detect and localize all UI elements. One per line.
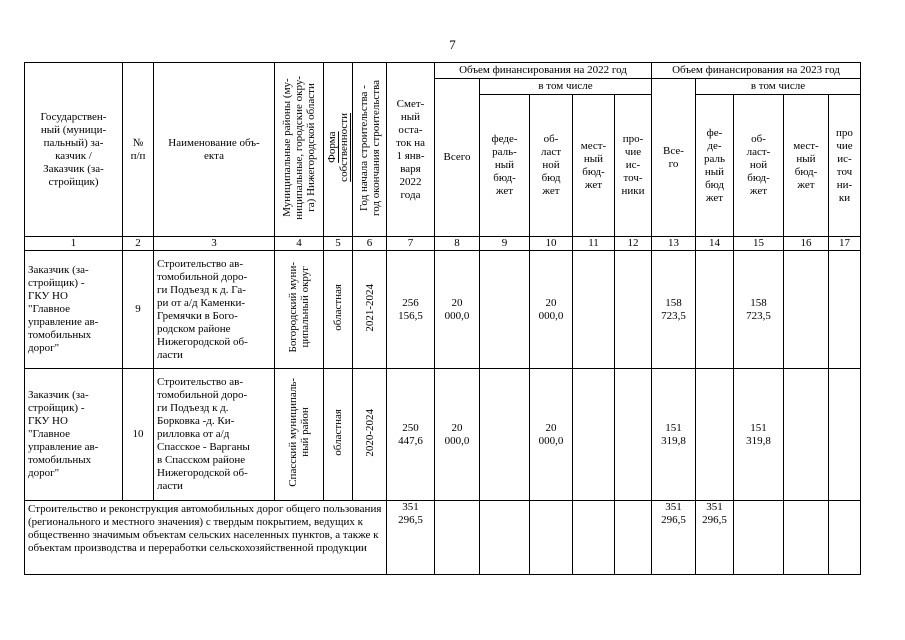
column-number: 5 (324, 237, 353, 251)
row-ownership: областная (332, 284, 344, 331)
row-district-cell (275, 251, 324, 369)
table-row (25, 369, 861, 501)
column-number: 10 (530, 237, 573, 251)
row-proch-2022 (615, 251, 652, 369)
financing-table (24, 62, 861, 575)
header-number: № п/п (123, 63, 154, 237)
row-total-2022: 20 000,0 (435, 369, 480, 501)
row-customer: Заказчик (за- стройщик) - ГКУ НО "Главное управление ав- томобильных дорог" (25, 251, 123, 369)
column-number: 11 (573, 237, 615, 251)
row-obl-2023: 158 723,5 (734, 251, 784, 369)
row-mest-2023 (784, 369, 829, 501)
row-years-cell (353, 251, 387, 369)
summary-remainder: 351 296,5 (387, 501, 435, 575)
summary-fed-2023: 351 296,5 (696, 501, 734, 575)
row-proch-2023 (829, 251, 861, 369)
summary-row (25, 501, 861, 575)
header-obl-2022: об- ласт ной бюд жет (530, 95, 573, 237)
summary-text: Строительство и реконструкция автомобильных дорог общего пользования (регионального и местного значения) с твердым покрытием, ведущих к общественно значимым объектам сельских населенных пунктов, а также к объектам производства и переработки сельскохозяйственной продукции (25, 501, 387, 575)
row-remainder: 250 447,6 (387, 369, 435, 501)
header-fin-2022: Объем финансирования на 2022 год (435, 63, 652, 79)
summary-mest-2022 (573, 501, 615, 575)
summary-total-2022 (435, 501, 480, 575)
row-ownership: областная (332, 409, 344, 456)
page-number: 7 (449, 37, 456, 52)
row-obl-2023: 151 319,8 (734, 369, 784, 501)
row-object-name: Строительство ав- томобильной доро- ги Подъезд к д. Га- ри от а/д Каменки- Гремячки в Бого- родском районе Нижегородской об- ласти (154, 251, 275, 369)
header-fin-2023: Объем финансирования на 2023 год (652, 63, 861, 79)
row-fed-2022 (480, 369, 530, 501)
row-obl-2022: 20 000,0 (530, 251, 573, 369)
header-total-2023: Все- го (652, 79, 696, 237)
row-district: Спасский муниципаль- ный район (287, 378, 311, 487)
header-fed-2022: феде- раль- ный бюд- жет (480, 95, 530, 237)
column-number: 12 (615, 237, 652, 251)
row-fed-2023 (696, 369, 734, 501)
header-remainder: Смет- ный оста- ток на 1 янв- варя 2022 года (387, 63, 435, 237)
row-fed-2023 (696, 251, 734, 369)
column-number: 16 (784, 237, 829, 251)
row-mest-2023 (784, 251, 829, 369)
row-years: 2020-2024 (363, 408, 376, 457)
row-district-cell (275, 369, 324, 501)
row-ownership-cell (324, 251, 353, 369)
row-total-2023: 151 319,8 (652, 369, 696, 501)
column-number: 4 (275, 237, 324, 251)
header-obl-2023: об- ласт- ной бюд- жет (734, 95, 784, 237)
table-row (25, 251, 861, 369)
column-number: 14 (696, 237, 734, 251)
summary-obl-2022 (530, 501, 573, 575)
column-number: 1 (25, 237, 123, 251)
header-ownership-cell (324, 63, 353, 237)
summary-fed-2022 (480, 501, 530, 575)
header-customer: Государствен- ный (муници- пальный) за- казчик / Заказчик (за- стройщик) (25, 63, 123, 237)
summary-proch-2022 (615, 501, 652, 575)
row-ownership-cell (324, 369, 353, 501)
row-object-name: Строительство ав- томобильной доро- ги Подъезд к д. Борковка -д. Ки- рилловка от а/д Спасское - Варганы в Спасском районе Нижегородской об- ласти (154, 369, 275, 501)
header-years: Год начала строительства - год окончания строительства (357, 79, 382, 216)
header-district: Муниципальные районы (му- ниципальные, городские окру- га) Нижегородской области (281, 75, 317, 220)
header-object-name: Наименование объ- екта (154, 63, 275, 237)
column-number: 8 (435, 237, 480, 251)
column-number-row (25, 237, 861, 251)
row-number: 9 (123, 251, 154, 369)
row-obl-2022: 20 000,0 (530, 369, 573, 501)
summary-mest-2023 (784, 501, 829, 575)
column-number: 9 (480, 237, 530, 251)
row-remainder: 256 156,5 (387, 251, 435, 369)
row-district: Богородский муни- ципальный округ (287, 262, 311, 353)
row-customer: Заказчик (за- стройщик) - ГКУ НО "Главное управление ав- томобильных дорог" (25, 369, 123, 501)
column-number: 15 (734, 237, 784, 251)
row-years-cell (353, 369, 387, 501)
row-total-2023: 158 723,5 (652, 251, 696, 369)
row-fed-2022 (480, 251, 530, 369)
header-mest-2023: мест- ный бюд- жет (784, 95, 829, 237)
column-number: 7 (387, 237, 435, 251)
column-number: 13 (652, 237, 696, 251)
summary-obl-2023 (734, 501, 784, 575)
header-ownership: Форма собственности (326, 113, 350, 182)
row-proch-2023 (829, 369, 861, 501)
header-years-cell (353, 63, 387, 237)
header-proch-2023: про чие ис- точ ни- ки (829, 95, 861, 237)
row-years: 2021-2024 (363, 283, 376, 332)
column-number: 3 (154, 237, 275, 251)
row-total-2022: 20 000,0 (435, 251, 480, 369)
header-total-2022: Всего (435, 79, 480, 237)
row-proch-2022 (615, 369, 652, 501)
row-mest-2022 (573, 251, 615, 369)
column-number: 17 (829, 237, 861, 251)
header-fed-2023: фе- де- раль ный бюд жет (696, 95, 734, 237)
column-number: 6 (353, 237, 387, 251)
column-number: 2 (123, 237, 154, 251)
row-mest-2022 (573, 369, 615, 501)
summary-proch-2023 (829, 501, 861, 575)
header-incl-2022: в том числе (480, 79, 652, 95)
header-proch-2022: про- чие ис- точ- ники (615, 95, 652, 237)
summary-total-2023: 351 296,5 (652, 501, 696, 575)
row-number: 10 (123, 369, 154, 501)
header-district-cell (275, 63, 324, 237)
header-row-1 (25, 63, 861, 79)
header-incl-2023: в том числе (696, 79, 861, 95)
header-mest-2022: мест- ный бюд- жет (573, 95, 615, 237)
